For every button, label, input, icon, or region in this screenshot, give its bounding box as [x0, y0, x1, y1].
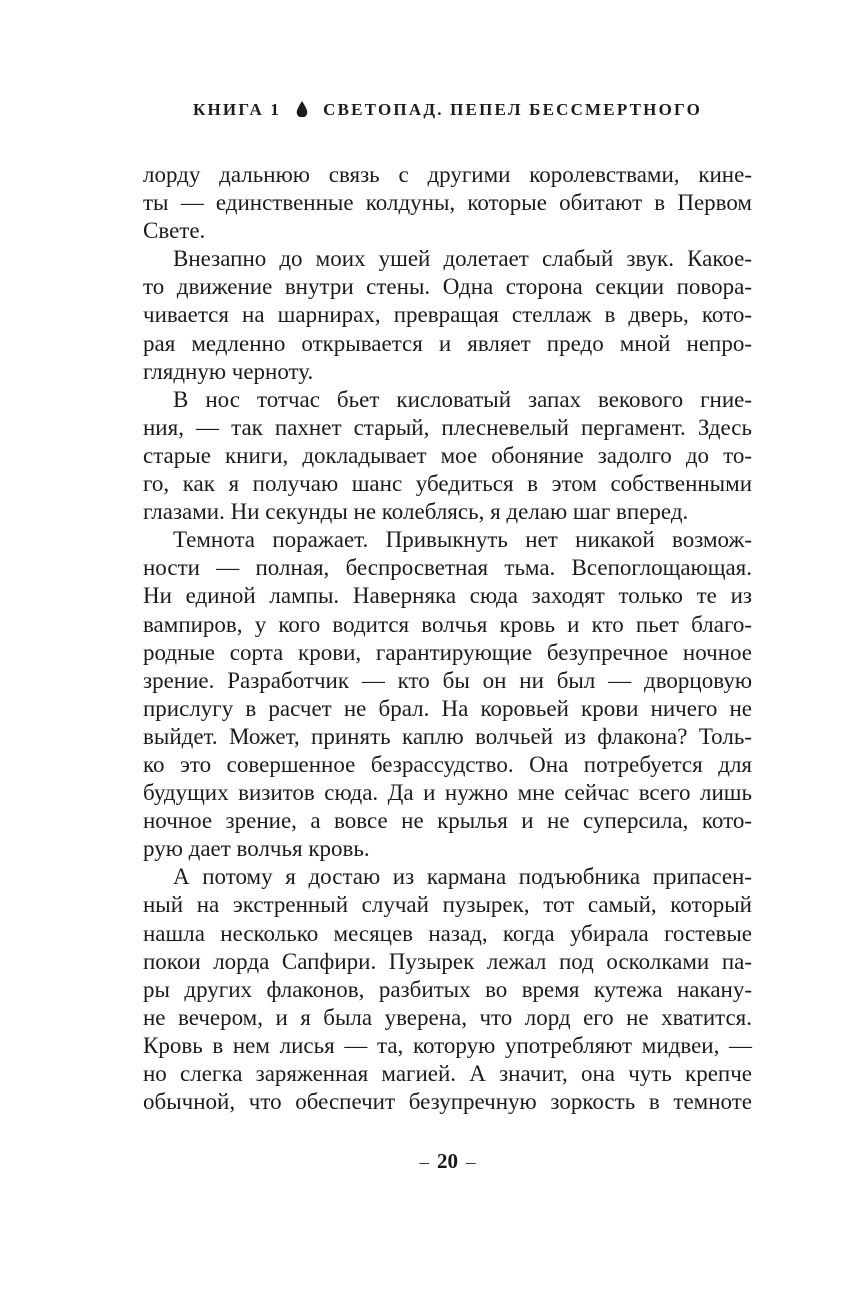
text-line: нашла несколько месяцев назад, когда убирала гостевые — [143, 920, 752, 946]
text-line: глазами. Ни секунды не колеблясь, я делаю шаг вперед. — [143, 499, 689, 525]
text-line: глядную черноту. — [143, 358, 314, 384]
text-line: чивается на шарнирах, превращая стеллаж в дверь, кото- — [143, 302, 752, 328]
paragraph — [143, 386, 752, 526]
chapter-title: СВЕТОПАД. ПЕПЕЛ БЕССМЕРТНОГО — [323, 100, 703, 119]
text-line: Свете. — [143, 218, 206, 244]
text-line: зрение. Разработчик — кто бы он ни был — дворцовую — [143, 667, 752, 693]
text-line: рую дает волчья кровь. — [143, 836, 370, 862]
text-line: ры других флаконов, разбитых во время кутежа накану- — [143, 976, 752, 1002]
paragraph — [143, 863, 752, 1116]
text-line: Внезапно до моих ушей долетает слабый звук. Какое- — [173, 246, 752, 272]
text-line: прислугу в расчет не брал. На коровьей крови ничего не — [143, 695, 752, 721]
text-line: ния, — так пахнет старый, плесневелый пергамент. Здесь — [143, 414, 752, 440]
text-line: Темнота поражает. Привыкнуть нет никакой возмож- — [173, 527, 752, 553]
text-line: Ни единой лампы. Наверняка сюда заходят только те из — [143, 583, 752, 609]
text-line: старые книги, докладывает мое обоняние задолго до то- — [143, 442, 752, 468]
footer-dash-left: – — [419, 1152, 429, 1173]
text-line: не вечером, и я была уверена, что лорд его не хватится. — [143, 1004, 752, 1030]
paragraph — [143, 245, 752, 385]
page-number: 20 — [437, 1149, 458, 1173]
text-line: то движение внутри стены. Одна сторона секции повора- — [143, 274, 752, 300]
text-line: будущих визитов сюда. Да и нужно мне сейчас всего лишь — [143, 780, 752, 806]
text-line: лорду дальнюю связь с другими королевствами, кине- — [143, 162, 752, 187]
text-line: ты — единственные колдуны, которые обитают в Первом — [143, 190, 752, 216]
book-label: КНИГА 1 — [192, 100, 282, 119]
text-line: го, как я получаю шанс убедиться в этом собственными — [143, 471, 752, 497]
text-line: ный на экстренный случай пузырек, тот самый, который — [143, 892, 752, 918]
paragraph — [143, 526, 752, 863]
text-line: вампиров, у кого водится волчья кровь и кто пьет благо- — [143, 611, 752, 637]
text-line: В нос тотчас бьет кисловатый запах векового гние- — [173, 386, 752, 412]
paragraph — [143, 161, 752, 245]
page-footer — [143, 1149, 752, 1174]
text-line: ности — полная, беспросветная тьма. Всепоглощающая. — [143, 555, 752, 581]
text-line: покои лорда Сапфири. Пузырек лежал под осколками па- — [143, 948, 752, 974]
body-text — [143, 161, 752, 1116]
text-line: обычной, что обеспечит безупречную зоркость в темноте — [143, 1089, 752, 1115]
running-header — [123, 100, 772, 122]
text-line: А потому я достаю из кармана подъюбника припасен- — [173, 864, 752, 890]
text-line: выйдет. Может, принять каплю волчьей из флакона? Толь- — [143, 723, 752, 749]
text-line: родные сорта крови, гарантирующие безупречное ночное — [143, 639, 752, 665]
drop-icon — [296, 101, 308, 122]
text-line: ко это совершенное безрассудство. Она потребуется для — [143, 751, 752, 777]
text-line: ночное зрение, а вовсе не крылья и не суперсила, кото- — [143, 808, 752, 834]
footer-dash-right: – — [466, 1152, 476, 1173]
text-line: но слегка заряженная магией. А значит, она чуть крепче — [143, 1061, 752, 1086]
text-line: Кровь в нем лисья — та, которую употребляют мидвеи, — — [143, 1032, 752, 1058]
text-line: рая медленно открывается и являет предо мной непро- — [143, 330, 752, 356]
